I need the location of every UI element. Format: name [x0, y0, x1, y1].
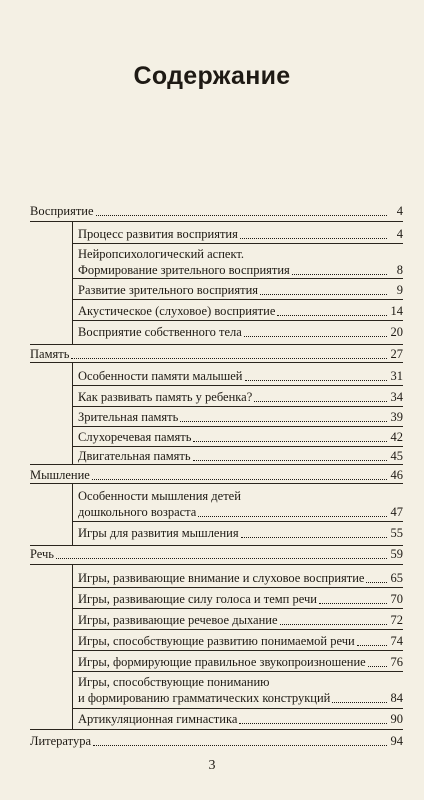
item-divider — [72, 587, 403, 588]
leader-dots — [280, 624, 387, 625]
toc-item-label: Слухоречевая память — [78, 430, 192, 444]
leader-dots — [180, 421, 387, 422]
toc-page-number: 27 — [390, 347, 403, 361]
toc-section-label: Мышление — [30, 468, 90, 482]
toc-item[interactable] — [78, 410, 403, 425]
section-bracket — [72, 362, 73, 464]
page-title: Содержание — [133, 62, 291, 90]
item-divider — [72, 708, 403, 709]
toc-page-number: 45 — [390, 449, 403, 463]
toc-item-label: и формированию грамматических конструкций — [78, 691, 331, 705]
toc-item[interactable] — [78, 634, 403, 649]
toc-section-label: Память — [30, 347, 70, 361]
toc-item-label: Восприятие собственного тела — [78, 325, 242, 339]
toc-section-label: Восприятие — [30, 204, 94, 218]
toc-item[interactable] — [78, 369, 403, 384]
item-divider — [72, 278, 403, 279]
leader-dots — [357, 645, 387, 646]
section-bracket — [72, 221, 73, 345]
toc-item-label: Артикуляционная гимнастика — [78, 712, 238, 726]
leader-dots — [71, 358, 387, 359]
section-divider — [30, 344, 403, 345]
toc-item[interactable] — [78, 488, 403, 520]
section-divider — [30, 464, 403, 465]
toc-item[interactable] — [78, 712, 403, 727]
toc-item-label: Процесс развития восприятия — [78, 227, 238, 241]
leader-dots — [277, 315, 387, 316]
toc-item[interactable] — [78, 449, 403, 464]
toc-page-number: 39 — [390, 410, 403, 424]
page-number: 3 — [208, 758, 216, 773]
toc-page-number: 46 — [390, 468, 403, 482]
leader-dots — [254, 401, 387, 402]
toc-item[interactable] — [78, 304, 403, 319]
toc-item-label: Игры, развивающие внимание и слуховое восприятие — [78, 571, 365, 585]
toc-section[interactable] — [30, 347, 403, 362]
toc-page-number: 9 — [396, 283, 403, 297]
leader-dots — [56, 558, 387, 559]
toc-page-number: 90 — [390, 712, 403, 726]
toc-item-label: Игры для развития мышления — [78, 526, 239, 540]
leader-dots — [96, 215, 387, 216]
item-divider — [72, 671, 403, 672]
item-divider — [72, 608, 403, 609]
toc-section[interactable] — [30, 734, 403, 749]
leader-dots — [366, 582, 387, 583]
toc-page-number: 4 — [396, 204, 403, 218]
toc-item[interactable] — [78, 674, 403, 706]
section-divider — [30, 221, 403, 222]
toc-section-label: Литература — [30, 734, 91, 748]
toc-item-label: Игры, формирующие правильное звукопроизношение — [78, 655, 366, 669]
item-divider — [72, 446, 403, 447]
toc-item[interactable] — [78, 613, 403, 628]
leader-dots — [193, 460, 387, 461]
toc-item[interactable] — [78, 227, 403, 242]
leader-dots — [92, 479, 387, 480]
leader-dots — [319, 603, 387, 604]
toc-item-label: Развитие зрительного восприятия — [78, 283, 259, 297]
toc-section[interactable] — [30, 468, 403, 483]
toc-item-label: Игры, развивающие силу голоса и темп речи — [78, 592, 317, 606]
leader-dots — [245, 380, 388, 381]
toc-item[interactable] — [78, 526, 403, 541]
toc-item-label: Игры, способствующие развитию понимаемой речи — [78, 634, 355, 648]
toc-page-number: 84 — [390, 691, 403, 705]
toc-item-label: Особенности памяти малышей — [78, 369, 243, 383]
item-divider — [72, 650, 403, 651]
item-divider — [72, 521, 403, 522]
toc-page-number: 8 — [396, 263, 403, 277]
toc-item[interactable] — [78, 325, 403, 340]
toc-page-number: 42 — [390, 430, 403, 444]
section-divider — [30, 545, 403, 546]
toc-item-label: Как развивать память у ребенка? — [78, 390, 253, 404]
toc-section[interactable] — [30, 204, 403, 219]
leader-dots — [239, 723, 387, 724]
toc-page-number: 74 — [390, 634, 403, 648]
section-bracket — [72, 564, 73, 729]
leader-dots — [260, 294, 387, 295]
leader-dots — [198, 516, 387, 517]
toc-page-number: 34 — [390, 390, 403, 404]
item-divider — [72, 243, 403, 244]
toc-page-number: 55 — [390, 526, 403, 540]
toc-page-number: 76 — [390, 655, 403, 669]
section-divider — [30, 564, 403, 565]
toc-item-label: Акустическое (слуховое) восприятие — [78, 304, 276, 318]
leader-dots — [332, 702, 387, 703]
toc-item[interactable] — [78, 655, 403, 670]
leader-dots — [93, 745, 387, 746]
toc-item-label-line1: Нейропсихологический аспект. — [78, 247, 245, 261]
section-divider — [30, 362, 403, 363]
section-bracket — [72, 483, 73, 545]
leader-dots — [193, 441, 387, 442]
toc-item[interactable] — [78, 571, 403, 586]
toc-item[interactable] — [78, 283, 403, 298]
item-divider — [72, 320, 403, 321]
toc-item[interactable] — [78, 592, 403, 607]
toc-item[interactable] — [78, 390, 403, 405]
item-divider — [72, 406, 403, 407]
toc-item-label-line1: Игры, способствующие пониманию — [78, 675, 270, 689]
toc-section-label: Речь — [30, 547, 55, 561]
toc-page-number: 14 — [390, 304, 403, 318]
toc-page-number: 20 — [390, 325, 403, 339]
toc-item-label: Игры, развивающие речевое дыхание — [78, 613, 278, 627]
toc-item-label: Зрительная память — [78, 410, 179, 424]
toc-item[interactable] — [78, 246, 403, 278]
item-divider — [72, 299, 403, 300]
toc-item[interactable] — [78, 430, 403, 445]
item-divider — [72, 385, 403, 386]
toc-item-label: дошкольного возраста — [78, 505, 197, 519]
leader-dots — [292, 274, 387, 275]
toc-item-label: Двигательная память — [78, 449, 191, 463]
leader-dots — [240, 238, 387, 239]
toc-page-number: 59 — [390, 547, 403, 561]
toc-page-number: 72 — [390, 613, 403, 627]
toc-page-number: 94 — [390, 734, 403, 748]
toc-page-number: 31 — [390, 369, 403, 383]
toc-section[interactable] — [30, 547, 403, 562]
toc-page-number: 47 — [390, 505, 403, 519]
item-divider — [72, 426, 403, 427]
toc-item-label: Формирование зрительного восприятия — [78, 263, 290, 277]
section-divider — [30, 483, 403, 484]
leader-dots — [244, 336, 387, 337]
leader-dots — [241, 537, 387, 538]
item-divider — [72, 629, 403, 630]
leader-dots — [368, 666, 387, 667]
toc-page-number: 4 — [396, 227, 403, 241]
toc-item-label-line1: Особенности мышления детей — [78, 489, 241, 503]
toc-page-number: 70 — [390, 592, 403, 606]
toc-page-number: 65 — [390, 571, 403, 585]
section-divider — [30, 729, 403, 730]
